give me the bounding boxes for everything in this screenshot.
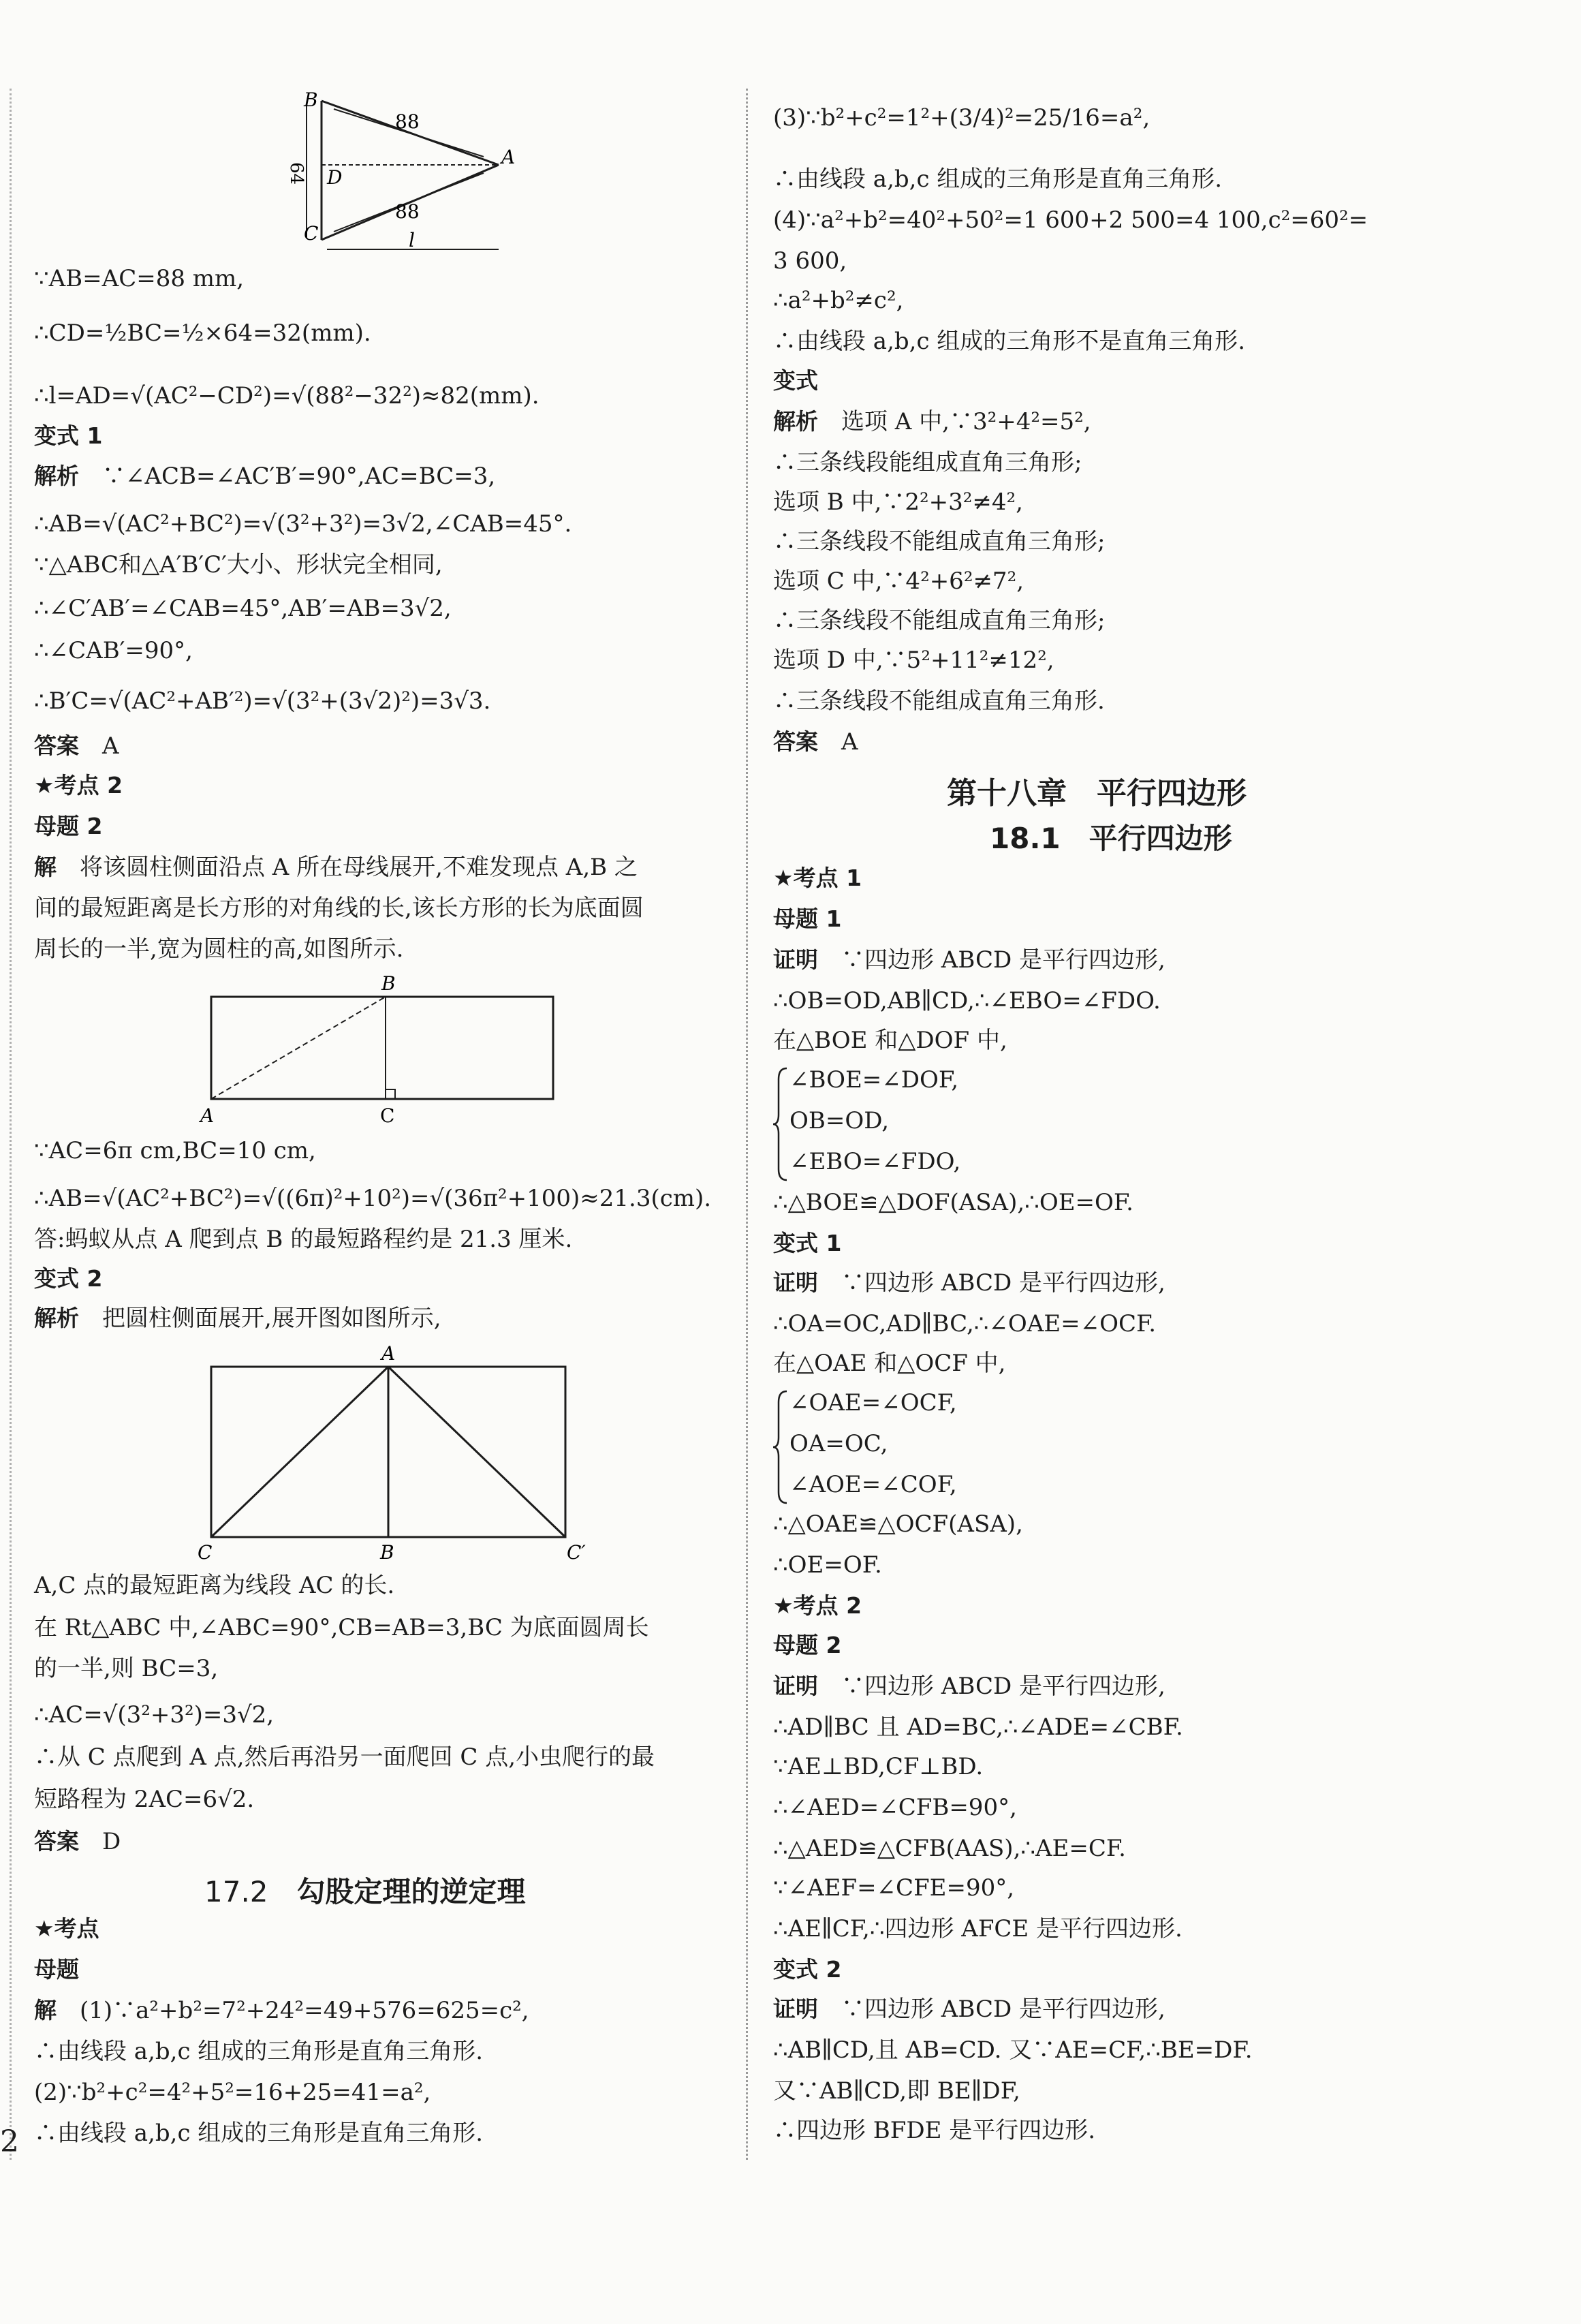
- text-line: ∴OE=OF.: [773, 1551, 882, 1579]
- text-line: ∴△OAE≌△OCF(ASA),: [773, 1510, 1023, 1538]
- kaodian-label: ★考点 1: [773, 865, 862, 891]
- text-line: ∴由线段 a,b,c 组成的三角形是直角三角形.: [34, 2120, 484, 2147]
- brace: [773, 1066, 789, 1183]
- text-line: ∴由线段 a,b,c 组成的三角形是直角三角形.: [773, 166, 1223, 193]
- text-line: ∴B′C=√(AC²+AB′²)=√(3²+(3√2)²)=3√3.: [34, 687, 491, 715]
- text-line: 短路程为 2AC=6√2.: [34, 1786, 255, 1813]
- label-b: B: [304, 89, 318, 111]
- text-line: ∴由线段 a,b,c 组成的三角形是直角三角形.: [34, 2038, 484, 2065]
- bianshi-label: 变式: [773, 367, 818, 394]
- text-line: ∵AC=6π cm,BC=10 cm,: [34, 1137, 316, 1164]
- section-number: 17.2: [204, 1875, 268, 1908]
- figure-triangle-measure: [279, 89, 525, 252]
- text-line: ∴∠AED=∠CFB=90°,: [773, 1794, 1017, 1821]
- text-line: ∴AB=√(AC²+BC²)=√(3²+3²)=3√2,∠CAB=45°.: [34, 510, 572, 538]
- label-b: B: [381, 972, 396, 995]
- bianshi-label: 变式 1: [773, 1230, 842, 1256]
- figure-rectangle-diagonal: [198, 971, 606, 1134]
- kaodian-label: ★考点: [34, 1915, 99, 1942]
- text-line: ∴CD=½BC=½×64=32(mm).: [34, 320, 371, 347]
- text-line: ∴△AED≌△CFB(AAS),∴AE=CF.: [773, 1835, 1126, 1862]
- muti-label: 母题 2: [34, 813, 103, 839]
- text-line: ∴三条线段不能组成直角三角形.: [773, 687, 1105, 715]
- section-title: 18.1 平行四边形: [990, 822, 1232, 855]
- text-line: OB=OD,: [789, 1107, 890, 1134]
- muti-label: 母题 1: [773, 905, 842, 932]
- label-a: A: [200, 1104, 215, 1127]
- text-line: ∵四边形 ABCD 是平行四边形,: [841, 1996, 1165, 2023]
- page-number: 2: [0, 2124, 19, 2159]
- label-64: 64: [286, 162, 307, 185]
- text-line: ∵四边形 ABCD 是平行四边形,: [841, 946, 1165, 974]
- text-line: ∵四边形 ABCD 是平行四边形,: [841, 1269, 1165, 1297]
- muti-label: 母题: [34, 1956, 79, 1983]
- label-c: C: [380, 1104, 395, 1127]
- text-line: 在△BOE 和△DOF 中,: [773, 1027, 1007, 1054]
- text-line: 在△OAE 和△OCF 中,: [773, 1350, 1006, 1377]
- text-line: 间的最短距离是长方形的对角线的长,该长方形的长为底面圆: [34, 895, 644, 922]
- zhengming-label: 证明: [773, 1996, 818, 2022]
- text-line: 把圆柱侧面展开,展开图如图所示,: [102, 1305, 441, 1332]
- text-line: ∴OB=OD,AB∥CD,∴∠EBO=∠FDO.: [773, 987, 1161, 1014]
- text-line: ∠OAE=∠OCF,: [789, 1389, 957, 1416]
- text-line: ∠AOE=∠COF,: [789, 1471, 957, 1498]
- text-line: A,C 点的最短距离为线段 AC 的长.: [34, 1572, 395, 1599]
- text-line: (4)∵a²+b²=40²+50²=1 600+2 500=4 100,c²=60²=: [773, 206, 1368, 234]
- muti-label: 母题 2: [773, 1632, 842, 1658]
- text-line: ∵∠ACB=∠AC′B′=90°,AC=BC=3,: [102, 463, 496, 490]
- text-line: 又∵AB∥CD,即 BE∥DF,: [773, 2077, 1020, 2105]
- answer-label: 答案: [34, 1828, 79, 1855]
- label-a: A: [381, 1342, 396, 1365]
- text-line: ∴a²+b²≠c²,: [773, 287, 904, 314]
- section-heading: [204, 1870, 526, 1910]
- text-line: ∵△ABC和△A′B′C′大小、形状完全相同,: [34, 551, 443, 578]
- text-line: ∴OA=OC,AD∥BC,∴∠OAE=∠OCF.: [773, 1310, 1157, 1337]
- column-divider: [746, 89, 748, 2160]
- label-88-bottom: 88: [395, 200, 420, 223]
- answer-label: 答案: [34, 732, 79, 759]
- jie-label: 解: [34, 854, 57, 880]
- kaodian-label: ★考点 2: [773, 1592, 862, 1619]
- text-line: ∴∠C′AB′=∠CAB=45°,AB′=AB=3√2,: [34, 595, 452, 622]
- label-88-top: 88: [395, 110, 420, 133]
- answer-label: 答案: [773, 728, 818, 755]
- text-line: ∵AE⊥BD,CF⊥BD.: [773, 1753, 984, 1780]
- answer-value: D: [102, 1828, 121, 1855]
- text-line: 周长的一半,宽为圆柱的高,如图所示.: [34, 935, 404, 963]
- text-line: ∠EBO=∠FDO,: [789, 1148, 961, 1175]
- text-line: 将该圆柱侧面沿点 A 所在母线展开,不难发现点 A,B 之: [80, 854, 638, 881]
- section-title: 勾股定理的逆定理: [296, 1875, 526, 1908]
- text-line: ∵四边形 ABCD 是平行四边形,: [841, 1673, 1165, 1700]
- bianshi-label: 变式 1: [34, 422, 103, 449]
- text-line: ∴四边形 BFDE 是平行四边形.: [773, 2117, 1096, 2144]
- text-line: (1)∵a²+b²=7²+24²=49+576=625=c²,: [80, 1997, 529, 2024]
- text-line: 的一半,则 BC=3,: [34, 1655, 219, 1682]
- text-line: (3)∵b²+c²=1²+(3/4)²=25/16=a²,: [773, 104, 1150, 131]
- text-line: OA=OC,: [789, 1430, 888, 1457]
- left-margin-rule: [10, 89, 12, 2160]
- jiexi-label: 解析: [773, 408, 818, 435]
- text-line: ∴由线段 a,b,c 组成的三角形不是直角三角形.: [773, 328, 1246, 355]
- answer-value: A: [102, 732, 119, 760]
- text-line: ∴从 C 点爬到 A 点,然后再沿另一面爬回 C 点,小虫爬行的最: [34, 1744, 655, 1771]
- text-line: ∵∠AEF=∠CFE=90°,: [773, 1874, 1015, 1902]
- text-line: 在 Rt△ABC 中,∠ABC=90°,CB=AB=3,BC 为底面圆周长: [34, 1614, 649, 1641]
- zhengming-label: 证明: [773, 1269, 818, 1296]
- text-line: ∴△BOE≌△DOF(ASA),∴OE=OF.: [773, 1189, 1133, 1216]
- label-c-prime: C′: [567, 1541, 586, 1564]
- zhengming-label: 证明: [773, 946, 818, 973]
- text-line: 选项 B 中,∵2²+3²≠4²,: [773, 489, 1023, 516]
- text-line: ∴三条线段不能组成直角三角形;: [773, 528, 1106, 555]
- text-line: 3 600,: [773, 247, 847, 275]
- kaodian-label: ★考点 2: [34, 772, 123, 799]
- text-line: ∴AB∥CD,且 AB=CD. 又∵AE=CF,∴BE=DF.: [773, 2036, 1253, 2064]
- text-line: ∴三条线段能组成直角三角形;: [773, 449, 1082, 476]
- label-c: C: [304, 222, 319, 245]
- bianshi-label: 变式 2: [773, 1956, 842, 1983]
- text-line: ∴AE∥CF,∴四边形 AFCE 是平行四边形.: [773, 1915, 1183, 1942]
- text-line: ∴∠CAB′=90°,: [34, 637, 193, 664]
- label-c: C: [198, 1541, 213, 1564]
- text-line: ∠BOE=∠DOF,: [789, 1066, 959, 1094]
- text-line: ∴AB=√(AC²+BC²)=√((6π)²+10²)=√(36π²+100)≈21.3(cm).: [34, 1185, 712, 1212]
- zhengming-label: 证明: [773, 1673, 818, 1699]
- label-l: l: [409, 229, 415, 251]
- jiexi-label: 解析: [34, 1305, 79, 1331]
- text-line: 选项 A 中,∵3²+4²=5²,: [841, 408, 1091, 435]
- text-line: (2)∵b²+c²=4²+5²=16+25=41=a²,: [34, 2079, 431, 2106]
- jie-label: 解: [34, 1997, 57, 2024]
- text-line: ∴l=AD=√(AC²−CD²)=√(88²−32²)≈82(mm).: [34, 382, 539, 409]
- label-b: B: [380, 1541, 394, 1564]
- text-line: ∵AB=AC=88 mm,: [34, 265, 245, 292]
- figure-unfolded-cylinder: [198, 1339, 620, 1564]
- label-a: A: [501, 146, 516, 168]
- bianshi-label: 变式 2: [34, 1265, 103, 1292]
- text-line: ∴AD∥BC 且 AD=BC,∴∠ADE=∠CBF.: [773, 1714, 1183, 1741]
- brace: [773, 1389, 789, 1506]
- text-line: 答:蚂蚁从点 A 爬到点 B 的最短路程约是 21.3 厘米.: [34, 1226, 573, 1253]
- text-line: 选项 C 中,∵4²+6²≠7²,: [773, 568, 1024, 595]
- text-line: ∴AC=√(3²+3²)=3√2,: [34, 1701, 275, 1729]
- text-line: ∴三条线段不能组成直角三角形;: [773, 607, 1106, 634]
- chapter-title: 第十八章 平行四边形: [947, 776, 1247, 811]
- label-d: D: [327, 166, 343, 189]
- jiexi-label: 解析: [34, 463, 79, 489]
- text-line: 选项 D 中,∵5²+11²≠12²,: [773, 647, 1054, 674]
- answer-value: A: [841, 728, 858, 756]
